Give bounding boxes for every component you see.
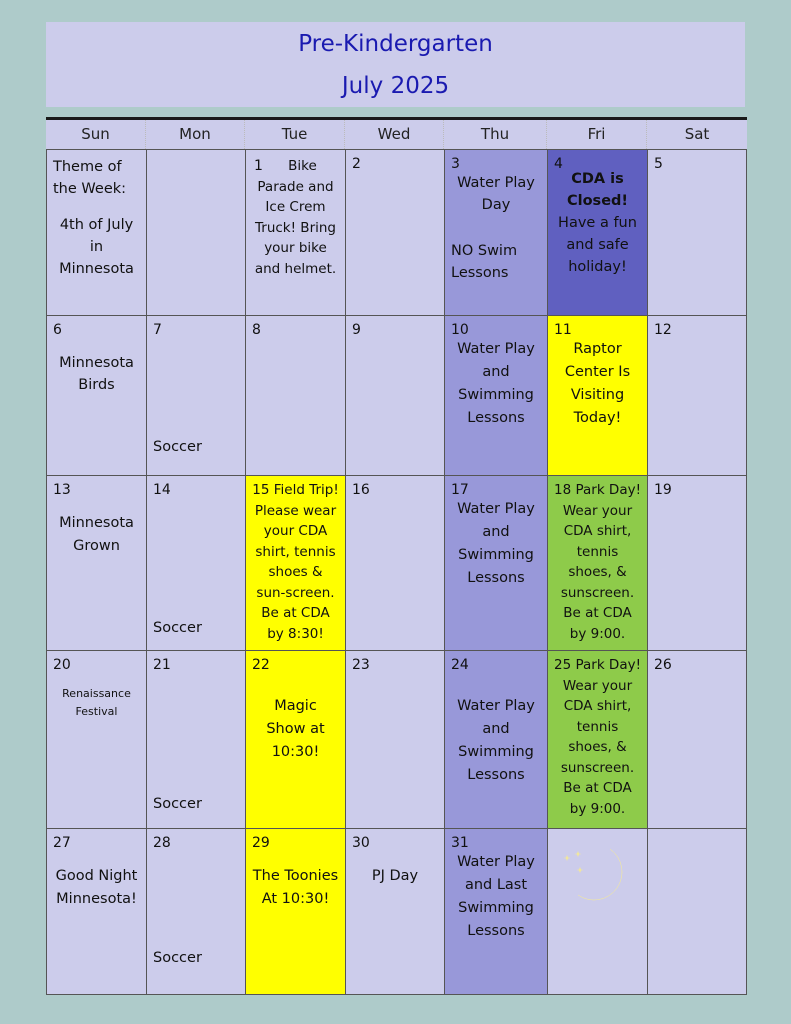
day-number: 22 [252,657,270,673]
day-cell-23 [345,651,444,828]
day-number: 13 [53,482,71,498]
theme-text: Minnesota Birds [59,355,134,393]
day-number: 26 [654,657,672,673]
day-cell-11 [547,316,647,475]
week-row [46,150,747,316]
calendar-grid [46,117,747,995]
day-number: 3 [451,156,460,172]
page-title: Pre-Kindergarten [298,31,493,57]
dow-tue: Tue [245,120,345,149]
dow-thu: Thu [444,120,547,149]
day-cell-12 [647,316,747,475]
day-number: 29 [252,835,270,851]
event-text: Water Play and Swimming Lessons [457,698,535,783]
event-text: 25 Park Day! Wear your CDA shirt, tennis shoes, & sunscreen. Be at CDA by 9:00. [554,657,642,817]
month-title: July 2025 [341,73,450,99]
theme-text: Renaissance Festival [62,687,131,718]
day-number: 14 [153,482,171,498]
day-cell-10 [444,316,547,475]
day-cell-empty [647,829,747,994]
day-number: 8 [252,322,261,338]
week-row [46,651,747,829]
day-cell-31 [444,829,547,994]
event-text: 18 Park Day! Wear your CDA shirt, tennis shoes, & sunscreen. Be at CDA by 9:00. [554,482,642,642]
soccer-text: Soccer [153,950,202,966]
day-number: 16 [352,482,370,498]
day-number: 10 [451,322,469,338]
day-number: 20 [53,657,71,673]
day-number: 5 [654,156,663,172]
theme-text: 4th of July in Minnesota [59,217,134,277]
week-row [46,476,747,651]
day-number: 23 [352,657,370,673]
dow-fri: Fri [547,120,647,149]
day-cell-28 [146,829,245,994]
day-number: 12 [654,322,672,338]
day-cell-8 [245,316,345,475]
day-number: 24 [451,657,469,673]
theme-text: Minnesota Grown [59,515,134,554]
day-cell-4 [547,150,647,315]
dow-wed: Wed [345,120,444,149]
event-text: Have a fun and safe holiday! [558,215,637,275]
day-cell-18 [547,476,647,650]
day-cell-9 [345,316,444,475]
theme-text: Good Night Minnesota! [55,868,138,907]
day-number: 30 [352,835,370,851]
day-cell-20 [46,651,146,828]
day-cell-16 [345,476,444,650]
day-number: 9 [352,322,361,338]
day-number: 21 [153,657,171,673]
day-cell-empty [146,150,245,315]
day-cell-25 [547,651,647,828]
day-cell-5 [647,150,747,315]
day-number: 27 [53,835,71,851]
day-cell-1 [245,150,345,315]
event-text: The Toonies At 10:30! [252,868,339,907]
event-text: Magic Show at 10:30! [266,698,325,760]
event-note: NO Swim Lessons [451,243,518,281]
event-text: Water Play Day [457,175,535,213]
event-text: Raptor Center Is Visiting Today! [564,341,631,426]
event-text: Bike Parade and Ice Crem Truck! Bring your bike and helmet. [254,158,337,277]
event-text: 15 Field Trip! Please wear your CDA shirt, tennis shoes & sun-screen. Be at CDA by 8:30! [252,482,339,642]
day-number: 7 [153,322,162,338]
event-text: Water Play and Last Swimming Lessons [457,854,535,939]
day-number: 17 [451,482,469,498]
day-of-week-row [46,120,747,150]
dow-sun: Sun [46,120,146,149]
day-cell-theme [46,150,146,315]
day-cell-30 [345,829,444,994]
day-number: 19 [654,482,672,498]
day-number: 28 [153,835,171,851]
day-cell-7 [146,316,245,475]
day-cell-2 [345,150,444,315]
soccer-text: Soccer [153,439,202,455]
day-cell-29 [245,829,345,994]
day-cell-19 [647,476,747,650]
day-number: 11 [554,322,572,338]
day-cell-21 [146,651,245,828]
day-cell-22 [245,651,345,828]
theme-label: Theme of the Week: [53,159,127,197]
day-cell-moon [547,829,647,994]
event-text: Water Play and Swimming Lessons [457,501,535,586]
day-number: 1 [254,158,263,174]
day-cell-6 [46,316,146,475]
day-cell-27 [46,829,146,994]
event-text: Water Play and Swimming Lessons [457,341,535,426]
day-cell-14 [146,476,245,650]
moon-stars-icon [558,843,628,907]
calendar-header [46,22,745,107]
dow-sat: Sat [684,125,710,143]
week-row [46,316,747,476]
day-cell-3 [444,150,547,315]
day-number: 2 [352,156,361,172]
closed-text: CDA is Closed! [566,171,629,209]
day-cell-15 [245,476,345,650]
day-cell-24 [444,651,547,828]
day-number: 6 [53,322,62,338]
soccer-text: Soccer [153,620,202,636]
day-number: 31 [451,835,469,851]
soccer-text: Soccer [153,796,202,812]
day-cell-17 [444,476,547,650]
day-number: 4 [554,156,563,172]
dow-mon: Mon [146,120,245,149]
day-cell-13 [46,476,146,650]
event-text: PJ Day [371,868,419,884]
day-cell-26 [647,651,747,828]
week-row [46,829,747,995]
